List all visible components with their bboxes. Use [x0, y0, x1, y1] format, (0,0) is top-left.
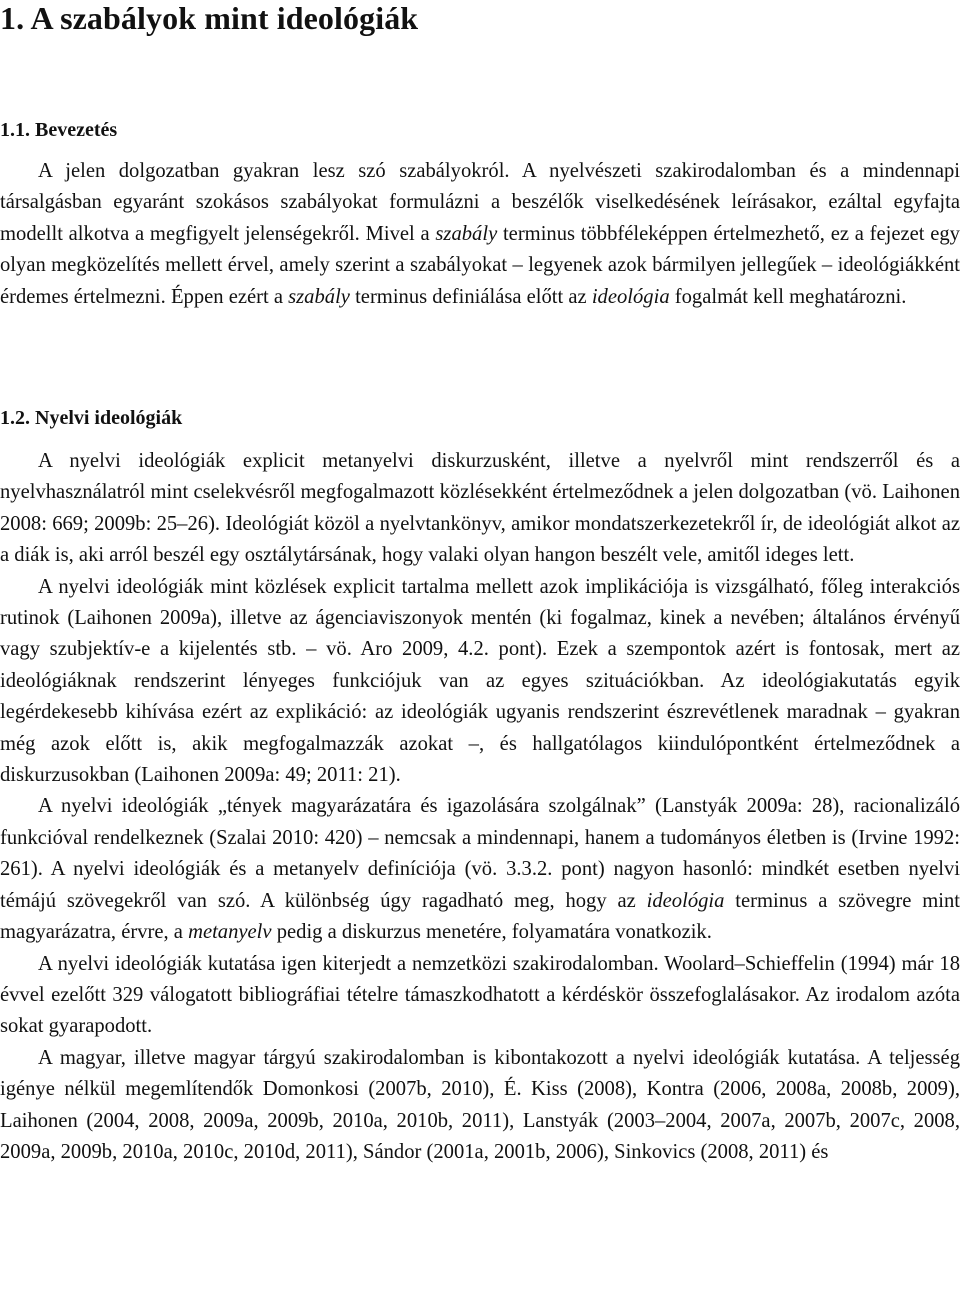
paragraph — [0, 156, 960, 313]
text-run: A jelen dolgozatban gyakran lesz szó szabályokról. A nyelvészeti szakirodalomban és a mindennapi társalgásban egyaránt szokásos szabályokat formulázni a beszélők viselkedésének leírásakor, ezáltal egyfajta modellt alkotva a megfigyelt jelenségekről. Mivel a — [0, 160, 960, 245]
section-body-language-ideologies — [0, 446, 960, 1168]
text-run: terminus a szövegre mint magyarázatra, érvre, a — [0, 889, 960, 944]
text-run: A magyar, illetve magyar tárgyú szakirodalomban is kibontakozott a nyelvi ideológiák kutatása. A teljesség igénye nélkül megemlítendők Domonkosi (2007b, 2010), É. Kiss (2008), Kontra (2006, 2008a, 2008b, 2009), Laihonen (2004, 2008, 2009a, 2009b, 2010a, 2010b, 2011), Lanstyák (2003–2004, 2007a, 2007b, 2007c, 2008, 2009a, 2009b, 2010a, 2010c, 2010d, 2011), Sándor (2001a, 2001b, 2006), Sinkovics (2008, 2011) és — [0, 1046, 960, 1163]
italic-term: szabály — [288, 285, 350, 308]
section-heading-introduction: 1.1. Bevezetés — [0, 119, 118, 141]
text-run: A nyelvi ideológiák „tények magyarázatára és igazolására szolgálnak” (Lanstyák 2009a: 28), racionalizáló funkcióval rendelkeznek (Szalai 2010: 420) – nemcsak a mindennapi, hanem a tudományos életben is (Irvine 1992: 261). A nyelvi ideológiák és a metanyelv definíciója (vö. 3.3.2. pont) nagyon hasonló: mindkét esetben nyelvi témájú szövegekről van szó. A különbség úgy ragadható meg, hogy az — [0, 795, 960, 912]
paragraph — [0, 446, 960, 572]
italic-term: szabály — [435, 222, 498, 245]
paragraph — [0, 1043, 960, 1169]
paragraph — [0, 572, 960, 792]
text-run: A nyelvi ideológiák mint közlések explicit tartalma mellett azok implikációja is vizsgálható, főleg interakciós rutinok (Laihonen 2009a), illetve az ágenciaviszonyok mentén (ki fogalmaz, kinek a nevében; általános érvényű vagy szubjektív-e a kijelentés stb. – vö. Aro 2009, 4.2. pont). Ezek a szempontok azért is fontosak, mert az ideológiáknak rendszerint lényeges funkciójuk van az egyes szituációkban. Az ideológiakutatás egyik legérdekesebb kihívása ezért az explikáció: az ideológiák ugyanis rendszerint észrevétlenek maradnak – gyakran még azok előtt is, akik megfogalmazzák azokat –, és hallgatólagos kiindulópontként értelmeződnek a diskurzusokban (Laihonen 2009a: 49; 2011: 21). — [0, 575, 960, 787]
paragraph — [0, 949, 960, 1043]
section-heading-language-ideologies: 1.2. Nyelvi ideológiák — [0, 407, 183, 429]
paragraph — [0, 791, 960, 948]
text-run: terminus definiálása előtt az — [349, 285, 592, 308]
chapter-heading: 1. A szabályok mint ideológiák — [0, 0, 419, 36]
text-run: fogalmát kell meghatározni. — [669, 285, 907, 308]
text-run: terminus többféleképpen értelmezhető, ez a fejezet egy olyan megközelítés mellett érvel, amely szerint a szabályokat – legyenek azok bármilyen jellegűek – ideológiákként érdemes értelmezni. Éppen ezért a — [0, 222, 960, 308]
text-run: A nyelvi ideológiák kutatása igen kiterjedt a nemzetközi szakirodalomban. Woolard–Schieffelin (1994) már 18 évvel ezelőtt 329 válogatott bibliográfiai tételre támaszkodhatott a kérdéskör összefoglalásakor. Az irodalom azóta sokat gyarapodott. — [0, 952, 960, 1038]
text-run: A nyelvi ideológiák explicit metanyelvi diskurzusként, illetve a nyelvről mint rendszerről és a nyelvhasználatról mint cselekvésről megfogalmazott közlésekként értelmeződnek a jelen dolgozatban (vö. Laihonen 2008: 669; 2009b: 25–26). Ideológiát közöl a nyelvtankönyv, amikor mondatszerkezetekről ír, de ideológiát alkot az a diák is, aki arról beszél egy osztálytársának, hogy valaki olyan hangon beszélt vele, amitől ideges lett. — [0, 450, 960, 567]
italic-term: ideológia — [646, 889, 725, 912]
text-run: pedig a diskurzus menetére, folyamatára vonatkozik. — [271, 921, 712, 944]
section-body-introduction — [0, 156, 960, 313]
italic-term: metanyelv — [188, 921, 272, 944]
italic-term: ideológia — [591, 285, 670, 308]
